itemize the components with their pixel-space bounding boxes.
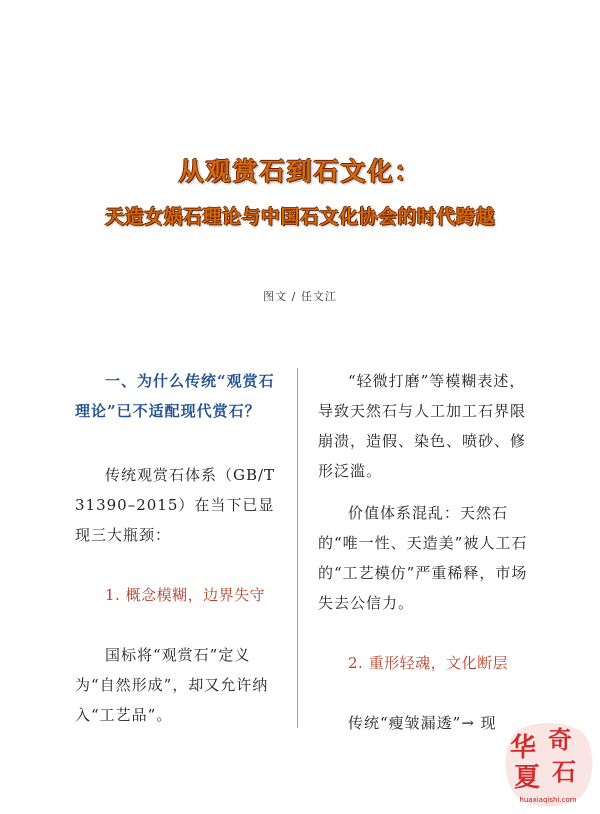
- paragraph: 传统观赏石体系（GB/T 31390–2015）在当下已显现三大瓶颈：: [75, 466, 276, 544]
- left-column: [75, 366, 280, 730]
- logo-char: 石: [552, 758, 576, 786]
- section-heading: 一、为什么传统“观赏石理论”已不适配现代赏石？: [75, 372, 275, 420]
- logo-char: 华: [510, 733, 537, 763]
- paragraph: 国标将“观赏石”定义为“自然形成”，却又允许纳入“工艺品”。: [75, 646, 269, 724]
- byline: 图文 / 任文江: [263, 290, 337, 303]
- subheading: 1. 概念模糊，边界失守: [105, 586, 266, 604]
- right-column: [318, 366, 530, 738]
- logo-char: 奇: [548, 726, 572, 754]
- article-title-line1: 从观赏石到石文化：: [178, 157, 422, 186]
- paragraph: “轻微打磨”等模糊表述，导致天然石与人工加工石界限崩溃，造假、染色、喷砂、修形泛滥。: [318, 372, 527, 480]
- column-divider: [297, 368, 298, 728]
- logo-char: 夏: [514, 763, 541, 793]
- article-title-line2: 天造女娲石理论与中国石文化协会的时代跨越: [104, 206, 495, 228]
- subheading: 2. 重形轻魂，文化断层: [348, 654, 509, 672]
- paragraph: 传统“瘦皱漏透”→ 现: [348, 714, 497, 732]
- paragraph: 价值体系混乱：天然石的“唯一性、天造美”被人工石的“工艺模仿”严重稀释，市场失去公信力。: [318, 504, 528, 612]
- logo-url: huaxiaqishi.com: [519, 796, 577, 804]
- huaxia-qishi-logo: [502, 718, 594, 810]
